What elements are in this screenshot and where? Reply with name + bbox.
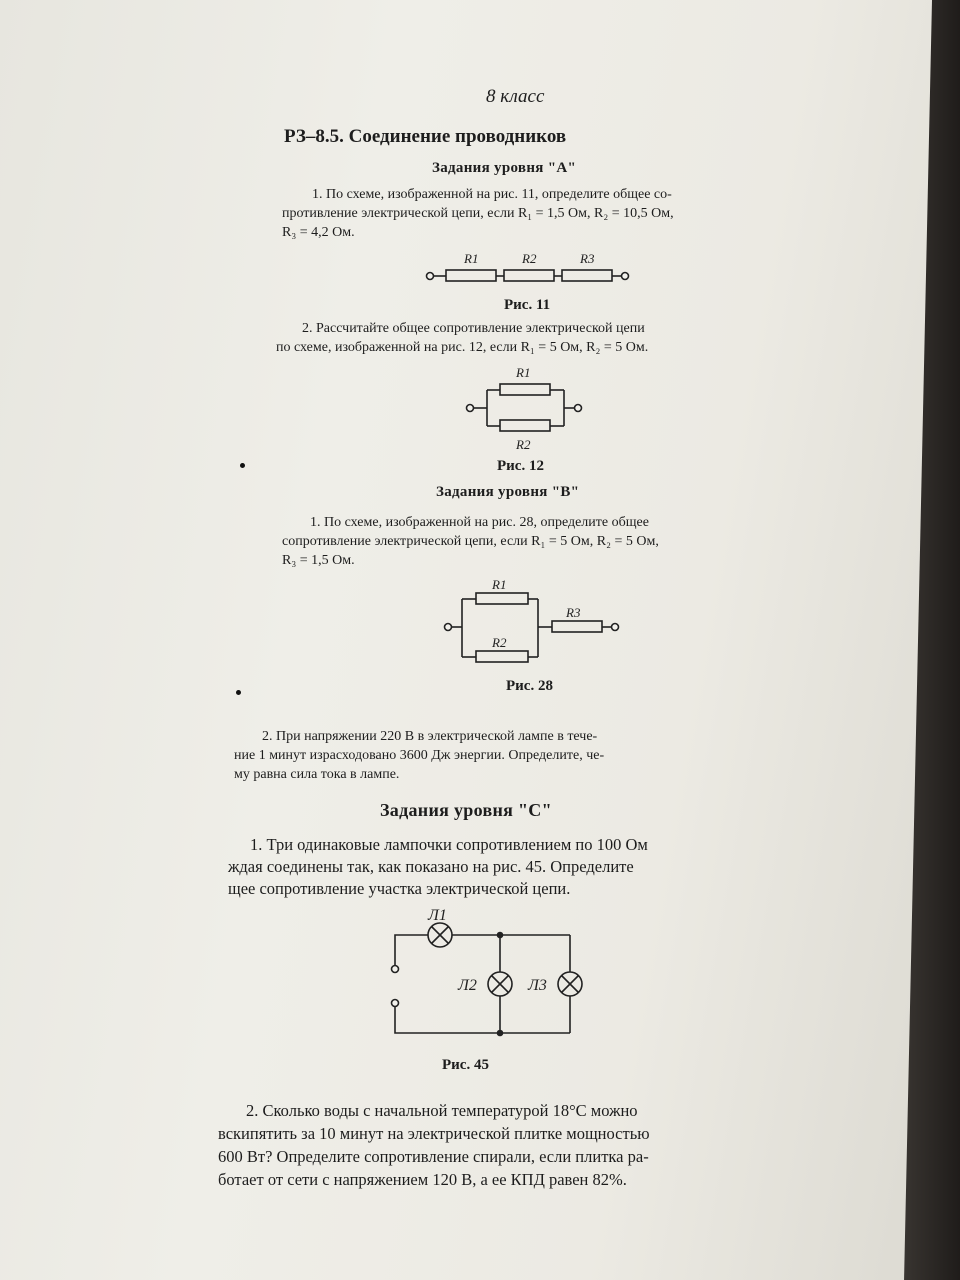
circuit-fig-28 [440, 575, 630, 665]
lamp-l1 [428, 923, 452, 947]
terminal [622, 273, 629, 280]
task-line: 1. По схеме, изображенной на рис. 28, определите общее [310, 515, 649, 530]
resistor-r1 [500, 384, 550, 395]
resistor-r2 [504, 270, 554, 281]
task-line: щее сопротивление участка электрической цепи. [228, 879, 571, 898]
fig-28-caption: Рис. 28 [506, 678, 553, 694]
fig-12-caption: Рис. 12 [497, 458, 544, 474]
resistor-r1 [446, 270, 496, 281]
task-line: 2. Рассчитайте общее сопротивление электрической цепи [302, 321, 645, 336]
label-l3: Л3 [528, 977, 547, 994]
task-line: R₃ = 1,5 Ом. [282, 553, 355, 568]
task-line: ботает от сети с напряжением 120 В, а ее КПД равен 82%. [218, 1170, 627, 1189]
terminal [612, 624, 619, 631]
label-r3: R3 [580, 251, 595, 266]
lamp-l2 [488, 972, 512, 996]
label-l1: Л1 [428, 907, 447, 924]
circuit-fig-45 [380, 900, 600, 1045]
fig-45-caption: Рис. 45 [442, 1057, 489, 1073]
task-line: сопротивление электрической цепи, если R₁ = 5 Ом, R₂ = 5 Ом, [282, 534, 659, 549]
task-line: ние 1 минут израсходовано 3600 Дж энергии. Определите, че- [234, 748, 605, 763]
task-line: вскипятить за 10 минут на электрической плитке мощностью [218, 1124, 650, 1143]
circuit-fig-12 [460, 362, 590, 452]
terminal [392, 966, 399, 973]
circuit-fig-11 [420, 250, 640, 290]
level-b-heading: Задания уровня "В" [436, 484, 580, 500]
label-r3: R3 [566, 605, 581, 620]
task-line: 600 Вт? Определите сопротивление спирали, если плитка ра- [218, 1147, 649, 1166]
fig-11-caption: Рис. 11 [504, 297, 551, 313]
resistor-r3 [562, 270, 612, 281]
label-r2: R2 [522, 251, 537, 266]
page-dot [240, 463, 245, 468]
task-line: 2. Сколько воды с начальной температурой 18°С можно [246, 1101, 638, 1120]
task-line: 1. По схеме, изображенной на рис. 11, определите общее со- [312, 187, 672, 202]
label-r1: R1 [492, 577, 507, 592]
grade-header: 8 класс [486, 86, 545, 107]
label-r2: R2 [516, 437, 531, 452]
task-line: 2. При напряжении 220 В в электрической лампе в тече- [262, 729, 598, 744]
resistor-r2 [500, 420, 550, 431]
resistor-r2 [476, 651, 528, 662]
label-l2: Л2 [458, 977, 477, 994]
terminal [467, 405, 474, 412]
lamp-l3 [558, 972, 582, 996]
task-line: R₃ = 4,2 Ом. [282, 225, 355, 240]
level-a-heading: Задания уровня "А" [432, 160, 577, 176]
page-title: РЗ–8.5. Соединение проводников [284, 126, 567, 147]
label-r1: R1 [464, 251, 479, 266]
resistor-r3 [552, 621, 602, 632]
task-line: по схеме, изображенной на рис. 12, если R₁ = 5 Ом, R₂ = 5 Ом. [276, 340, 649, 355]
label-r1: R1 [516, 365, 531, 380]
task-line: противление электрической цепи, если R₁ = 1,5 Ом, R₂ = 10,5 Ом, [282, 206, 674, 221]
task-line: 1. Три одинаковые лампочки сопротивлением по 100 Ом [250, 835, 648, 854]
page-dot [236, 690, 241, 695]
level-c-heading: Задания уровня "С" [380, 800, 552, 820]
terminal [575, 405, 582, 412]
label-r2: R2 [492, 635, 507, 650]
resistor-r1 [476, 593, 528, 604]
terminal [392, 1000, 399, 1007]
terminal [445, 624, 452, 631]
terminal [427, 273, 434, 280]
task-line: му равна сила тока в лампе. [234, 767, 400, 782]
task-line: ждая соединены так, как показано на рис. 45. Определите [228, 857, 634, 876]
